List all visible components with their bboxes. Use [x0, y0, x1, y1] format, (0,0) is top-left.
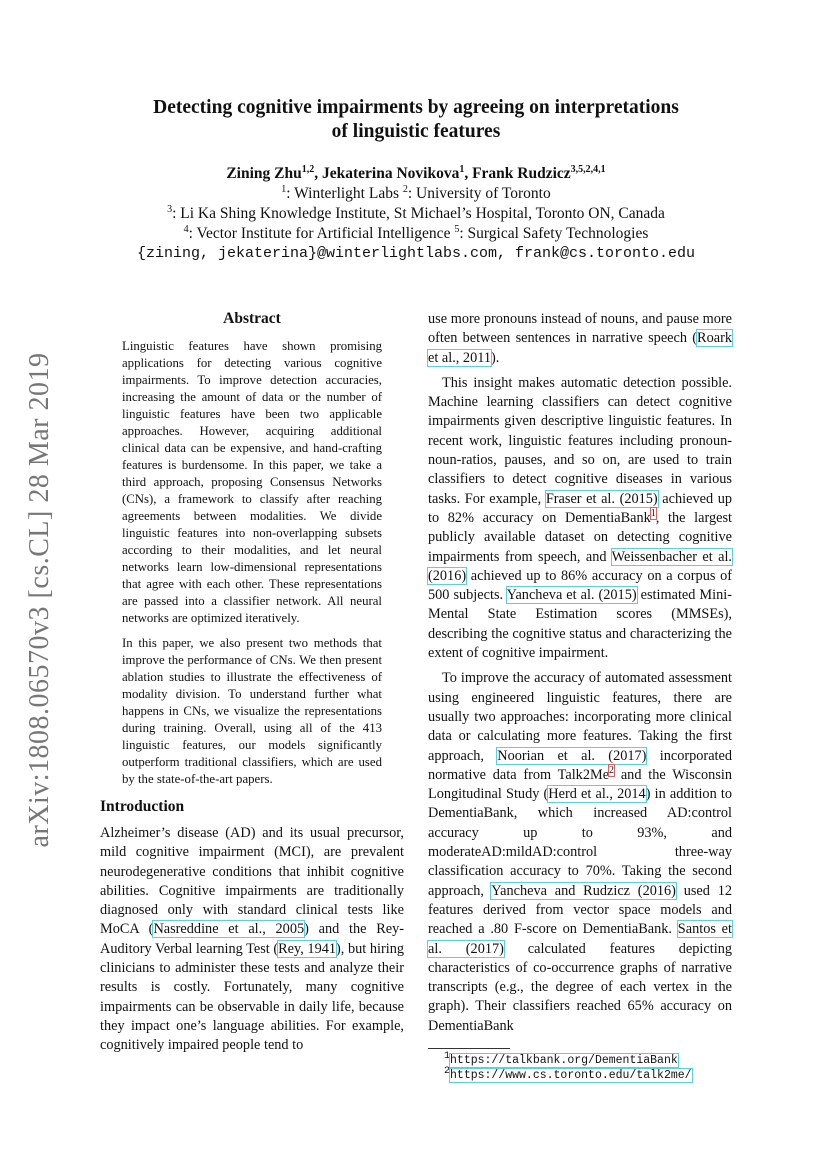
- text-run: incorporated normative data from Talk2Me: [428, 747, 733, 783]
- right-column: [428, 310, 732, 1083]
- abstract-heading: Abstract: [223, 310, 281, 327]
- citation-link[interactable]: Roark et al., 2011: [428, 330, 732, 366]
- footnote-number: 2: [444, 1066, 451, 1078]
- text-run: ) and the Rey-Auditory Verbal learning Test (: [100, 921, 404, 957]
- affil-mark: 4: [183, 223, 189, 235]
- introduction-heading: Introduction: [100, 798, 185, 815]
- intro-paragraph: [100, 824, 404, 1056]
- body-paragraph: [428, 374, 732, 663]
- arxiv-sidebar-stamp: [18, 300, 62, 900]
- author-2: Jekaterina Novikova: [321, 165, 460, 182]
- text-run: ), but hiring clinicians to administer these tests and analyze their results is costly. Fortunately, many cognitive impairments can be observable in daily life, because they impact one’s language abilities. For example, cognitively impaired people tend to: [100, 940, 405, 1054]
- right-column-body: [428, 310, 732, 1036]
- author-1-affil: 1,2: [301, 163, 315, 175]
- arxiv-identifier: arXiv:1808.06570v3 [cs.CL] 28 Mar 2019: [24, 352, 55, 848]
- author-emails: {zining, jekaterina}@winterlightlabs.com, frank@cs.toronto.edu: [136, 245, 696, 262]
- footnote-number: 1: [444, 1051, 451, 1063]
- citation-link[interactable]: Weissenbacher et al. (2016): [428, 548, 732, 584]
- text-run: achieved up to 82% accuracy on DementiaBank: [428, 490, 732, 526]
- affil-text: : Li Ka Shing Knowledge Institute, St Michael’s Hospital, Toronto ON, Canada: [172, 205, 665, 222]
- citation-link[interactable]: Santos et al. (2017): [428, 921, 732, 957]
- affil-mark: 5: [454, 223, 460, 235]
- title-line-1: Detecting cognitive impairments by agreeing on interpretations: [153, 97, 679, 118]
- citation-link[interactable]: Rey, 1941: [278, 940, 337, 957]
- text-run: achieved up to 86% accuracy on a corpus of 500 subjects.: [428, 567, 732, 604]
- citation-link[interactable]: Fraser et al. (2015): [545, 490, 658, 507]
- introduction-body: [100, 824, 404, 1056]
- affil-mark: 2: [402, 183, 408, 195]
- affil-mark: 3: [167, 203, 173, 215]
- text-run: use more pronouns instead of nouns, and pause more often between sentences in narrative speech (: [428, 311, 732, 347]
- footnote-2: [444, 1068, 732, 1083]
- affil-text: : University of Toronto: [407, 185, 551, 202]
- author-3: Frank Rudzicz: [472, 165, 571, 182]
- abstract-paragraph: In this paper, we also present two methods that improve the performance of CNs. We then present ablation studies to illustrate the effectiveness of modality division. To understand further what happens in CNs, we visualize the representations during training. Overall, using all of the 413 linguistic features, our models significantly outperform traditional classifiers, which are used by the state-of-the-art papers.: [122, 636, 382, 786]
- text-run: ) in addition to DementiaBank, which increased AD:control accuracy up to 93%, and moderateAD:mildAD:control three-way classification accuracy to 70%. Taking the second approach,: [428, 786, 732, 899]
- author-2-affil: 1: [459, 163, 465, 175]
- text-run: estimated Mini-Mental State Estimation scores (MMSEs), describing the cognitive status and characterizing the extent of cognitive impairment.: [428, 587, 732, 662]
- citation-link[interactable]: Herd et al., 2014: [548, 786, 646, 803]
- left-column: [100, 310, 404, 1056]
- footnote-url-link[interactable]: https://talkbank.org/DementiaBank: [450, 1053, 678, 1067]
- continued-paragraph: [428, 310, 732, 368]
- abstract-body: [100, 338, 404, 788]
- citation-link[interactable]: Noorian et al. (2017): [497, 747, 647, 764]
- citation-link[interactable]: Nasreddine et al., 2005: [153, 921, 305, 938]
- body-paragraph: [428, 669, 732, 1036]
- author-1: Zining Zhu: [226, 165, 302, 182]
- text-run: To improve the accuracy of automated assessment using engineered linguistic features, there are usually two approaches: incorporating more clinical data or calculating more features. Taking the first approach,: [428, 670, 732, 764]
- footnote-marker[interactable]: 1: [650, 508, 656, 520]
- footnote-marker[interactable]: 2: [609, 765, 615, 777]
- footnote-url-link[interactable]: https://www.cs.toronto.edu/talk2me/: [450, 1068, 692, 1082]
- text-run: , the largest publicly available dataset on detecting cognitive impairments from speech, and: [428, 509, 732, 565]
- affiliation-line-1: [100, 184, 732, 204]
- affil-mark: 1: [281, 183, 287, 195]
- text-run: This insight makes automatic detection possible. Machine learning classifiers can detect cognitive impairments given descriptive linguistic features. In recent work, linguistic features including pronoun-noun-ratios, pauses, and so on, are used to train classifiers to detect cognitive diseases in various tasks. For example,: [428, 374, 732, 507]
- author-names: Zining Zhu$^{1,2}$, Jekaterina Novikova$^1$, Frank Rudzicz$^{3,5,2,4,1}$: [226, 163, 606, 182]
- paper-title: [100, 96, 732, 144]
- footnote-divider: [428, 1048, 510, 1049]
- affiliation-line-3: [100, 224, 732, 244]
- text-run: and the Wisconsin Longitudinal Study (: [428, 766, 733, 803]
- title-line-2: of linguistic features: [331, 121, 501, 142]
- author-block: [100, 164, 732, 264]
- text-run: Alzheimer’s disease (AD) and its usual precursor, mild cognitive impairment (MCI), are prevalent neurodegenerative conditions that inhibit cognitive abilities. Cognitive impairments are traditionally diagnosed only with standard clinical tests like MoCA (: [100, 825, 404, 938]
- text-run: used 12 features derived from vector space models and reached a .80 F-score on DementiaBank.: [428, 882, 733, 938]
- citation-link[interactable]: Yancheva and Rudzicz (2016): [491, 882, 676, 899]
- affil-text: : Surgical Safety Technologies: [459, 225, 649, 242]
- text-run: calculated features depicting characteristics of co-occurrence graphs of narrative transcripts (e.g., the degree of each vertex in the graph). Their classifiers reached 65% accuracy on DementiaBank: [428, 940, 732, 1034]
- text-run: ).: [491, 349, 500, 366]
- author-3-affil: 3,5,2,4,1: [570, 163, 606, 175]
- affil-text: : Winterlight Labs: [286, 185, 403, 202]
- affiliation-line-2: [100, 204, 732, 224]
- citation-link[interactable]: Yancheva et al. (2015): [506, 587, 637, 604]
- abstract-paragraph: Linguistic features have shown promising applications for detecting various cognitive impairments. To improve detection accuracies, increasing the amount of data or the number of linguistic features have been two applicable approaches. However, acquiring additional clinical data can be expensive, and hand-crafting features is burdensome. In this paper, we take a third approach, proposing Consensus Networks (CNs), a framework to classify after reaching agreements between modalities. We divide linguistic features into non-overlapping subsets according to their modalities, and let neural networks learn low-dimensional representations that agree with each other. These representations are passed into a classifier network. All neural networks are optimized iteratively.: [122, 339, 382, 625]
- affil-text: : Vector Institute for Artificial Intelligence: [188, 225, 455, 242]
- footnote-1: [444, 1053, 732, 1068]
